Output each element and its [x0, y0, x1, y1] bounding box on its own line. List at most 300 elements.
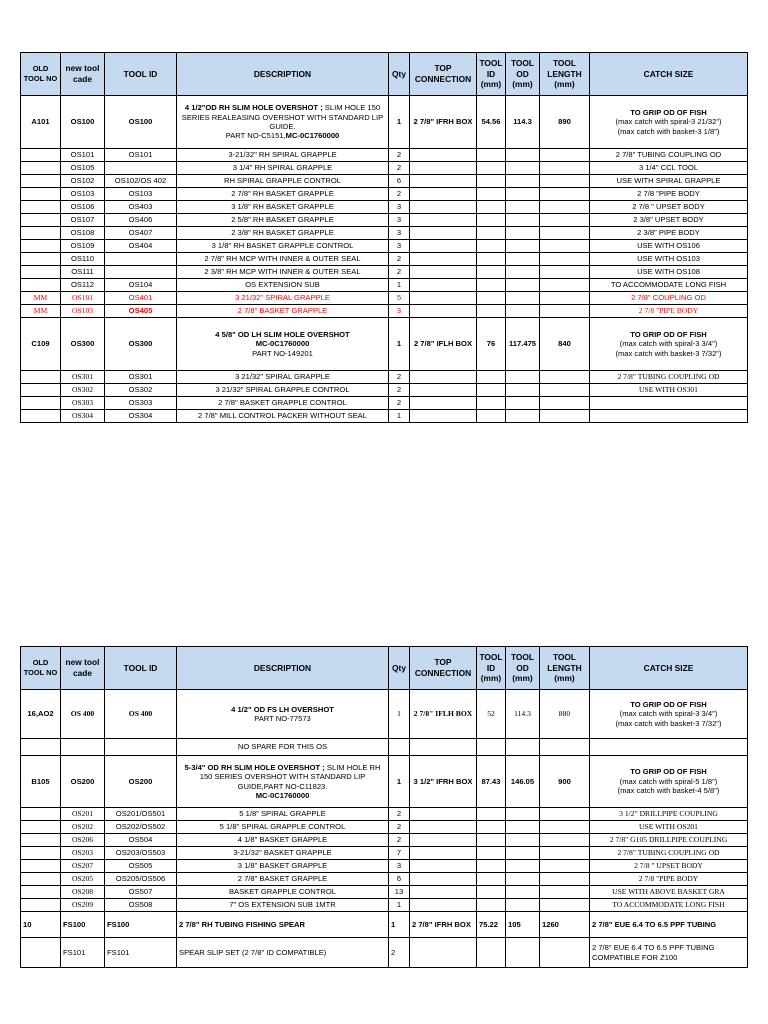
- header-description: DESCRIPTION: [177, 647, 389, 690]
- new-tool-code: OS102: [61, 175, 105, 188]
- qty: 2: [389, 834, 410, 847]
- new-tool-code: OS111: [61, 266, 105, 279]
- description: OS EXTENSION SUB: [177, 279, 389, 292]
- table-row-a101: [21, 96, 748, 149]
- empty-cell: [506, 240, 540, 253]
- old-tool-no: [21, 821, 61, 834]
- tool-table-2: [20, 646, 748, 968]
- old-tool-no: [21, 188, 61, 201]
- table-row: [21, 899, 748, 912]
- header-tool-id: TOOL ID: [105, 53, 177, 96]
- table-row: [21, 305, 748, 318]
- new-tool-code: OS106: [61, 201, 105, 214]
- qty: 2: [389, 253, 410, 266]
- qty: 2: [389, 162, 410, 175]
- catch-size: [590, 756, 748, 808]
- description: [177, 690, 389, 739]
- table-row: [21, 214, 748, 227]
- empty-cell: [540, 175, 590, 188]
- empty-cell: [477, 808, 506, 821]
- tool-id: OS405: [105, 305, 177, 318]
- new-tool-code: OS302: [61, 384, 105, 397]
- header-tool-length-mm: TOOL LENGTH (mm): [540, 647, 590, 690]
- empty-cell: [410, 175, 477, 188]
- empty-cell: [477, 253, 506, 266]
- catch-size: 2 7/8 " UPSET BODY: [590, 201, 748, 214]
- catch-size: 2 3/8" UPSET BODY: [590, 214, 748, 227]
- empty-cell: [540, 873, 590, 886]
- tool-id-mm: 54.56: [477, 96, 506, 149]
- old-tool-no: [21, 227, 61, 240]
- tool-length-mm: 1260: [540, 912, 590, 938]
- old-tool-no: B105: [21, 756, 61, 808]
- description-mc: MC-0C1760000: [255, 790, 310, 800]
- table-row: [21, 873, 748, 886]
- empty-cell: [410, 240, 477, 253]
- empty-cell: [506, 886, 540, 899]
- table-row: [21, 188, 748, 201]
- old-tool-no: [21, 410, 61, 423]
- old-tool-no: [21, 214, 61, 227]
- empty-cell: [410, 860, 477, 873]
- new-tool-code: OS203: [61, 847, 105, 860]
- old-tool-no: [21, 899, 61, 912]
- tool-id-mm: 52: [477, 690, 506, 739]
- empty-cell: [477, 305, 506, 318]
- description: 3 21/32" SPIRAL GRAPPLE: [177, 292, 389, 305]
- tool-od-mm: 117.475: [506, 318, 540, 371]
- qty: 2: [389, 938, 410, 968]
- tool-id-mm: 75.22: [477, 912, 506, 938]
- empty-cell: [540, 279, 590, 292]
- empty-cell: [540, 860, 590, 873]
- tool-id: OS200: [105, 756, 177, 808]
- header-new-tool-code: new tool cade: [61, 53, 105, 96]
- new-tool-code: OS101: [61, 292, 105, 305]
- empty-cell: [410, 808, 477, 821]
- catch-size: 3 1/2" DRILLPIPE COUPLING: [590, 808, 748, 821]
- description: 7" OS EXTENSION SUB 1MTR: [177, 899, 389, 912]
- empty-cell: [506, 371, 540, 384]
- description-line-1: 4 1/2" OD FS LH OVERSHOT: [231, 704, 334, 714]
- description: 4 1/8" BASKET GRAPPLE: [177, 834, 389, 847]
- old-tool-no: [21, 201, 61, 214]
- qty: 2: [389, 808, 410, 821]
- old-tool-no: [21, 808, 61, 821]
- tool-id: [105, 162, 177, 175]
- description-rest: SLIM HOLE RH 150 SERIES OVERSHOT WITH STANDARD LIP GUIDE,PART NO-C11823.: [199, 762, 381, 791]
- empty-cell: [540, 899, 590, 912]
- empty-cell: [477, 292, 506, 305]
- old-tool-no: [21, 371, 61, 384]
- catch-size: USE WITH SPIRAL GRAPPLE: [590, 175, 748, 188]
- empty-cell: [410, 214, 477, 227]
- table-row-b105: [21, 756, 748, 808]
- catch-size: TO ACCOMMODATE LONG FISH: [590, 279, 748, 292]
- new-tool-code: OS207: [61, 860, 105, 873]
- description: 2 7/8" MILL CONTROL PACKER WITHOUT SEAL: [177, 410, 389, 423]
- qty: 3: [389, 305, 410, 318]
- tool-id: OS304: [105, 410, 177, 423]
- table-row: [21, 410, 748, 423]
- header-old-tool-no: OLD TOOL NO: [21, 53, 61, 96]
- empty-cell: [506, 821, 540, 834]
- description-rest: SLIM HOLE 150 SERIES REALEASING OVERSHOT WITH STANDARD LIP GUIDE.: [181, 103, 384, 131]
- tool-id: OS205/OS506: [105, 873, 177, 886]
- tool-id: OS406: [105, 214, 177, 227]
- old-tool-no: [21, 279, 61, 292]
- top-connection: 2 7/8" IFRH BOX: [410, 912, 477, 938]
- old-tool-no: [21, 175, 61, 188]
- catch-size: USE WITH OS108: [590, 266, 748, 279]
- empty-cell: [506, 227, 540, 240]
- catch-size: [590, 397, 748, 410]
- table-row: [21, 834, 748, 847]
- qty: 1: [389, 690, 410, 739]
- new-tool-code: OS208: [61, 886, 105, 899]
- empty-cell: [477, 397, 506, 410]
- header-catch-size: CATCH SIZE: [590, 647, 748, 690]
- tool-id: OS303: [105, 397, 177, 410]
- catch-size: [590, 318, 748, 371]
- description-mc: MC-0C1760000: [285, 131, 340, 141]
- description-line-2: PART NO-77573: [254, 714, 311, 723]
- empty-cell: [540, 371, 590, 384]
- old-tool-no: [21, 266, 61, 279]
- new-tool-code: OS303: [61, 397, 105, 410]
- tool-id: OS508: [105, 899, 177, 912]
- new-tool-code: OS202: [61, 821, 105, 834]
- empty-cell: [540, 886, 590, 899]
- empty-cell: [506, 847, 540, 860]
- catch-size: 2 7/8 "PIPE BODY: [590, 873, 748, 886]
- new-tool-code: OS107: [61, 214, 105, 227]
- empty-cell: [506, 175, 540, 188]
- old-tool-no: MM: [21, 292, 61, 305]
- tool-id: OS201/OS501: [105, 808, 177, 821]
- tool-id: [105, 253, 177, 266]
- catch-size: 2 3/8" PIPE BODY: [590, 227, 748, 240]
- empty-cell: [540, 834, 590, 847]
- tool-id: [105, 266, 177, 279]
- new-tool-code: FS100: [61, 912, 105, 938]
- catch-line-3: (max catch with basket-3 7/32"): [615, 348, 722, 358]
- new-tool-code: OS101: [61, 149, 105, 162]
- tool-id: OS504: [105, 834, 177, 847]
- empty-cell: [477, 821, 506, 834]
- old-tool-no: [21, 149, 61, 162]
- catch-size: [590, 410, 748, 423]
- new-tool-code: OS100: [61, 96, 105, 149]
- empty-cell: [506, 162, 540, 175]
- description: BASKET GRAPPLE CONTROL: [177, 886, 389, 899]
- empty-cell: [506, 410, 540, 423]
- table-row: [21, 162, 748, 175]
- tool-id: OS104: [105, 279, 177, 292]
- catch-size: 2 7/8" TUBING COUPLING OD: [590, 371, 748, 384]
- description: RH SPIRAL GRAPPLE CONTROL: [177, 175, 389, 188]
- qty: 3: [389, 240, 410, 253]
- empty-cell: [477, 860, 506, 873]
- tool-id: OS203/OS503: [105, 847, 177, 860]
- empty-cell: [477, 240, 506, 253]
- old-tool-no: [21, 397, 61, 410]
- empty-cell: [477, 847, 506, 860]
- empty-cell: [477, 886, 506, 899]
- empty-cell: [540, 240, 590, 253]
- table-row: [21, 175, 748, 188]
- empty-cell: [540, 188, 590, 201]
- no-spare-note: NO SPARE FOR THIS OS: [177, 739, 389, 756]
- qty: 2: [389, 149, 410, 162]
- tool-id: OS101: [105, 149, 177, 162]
- table-row: [21, 201, 748, 214]
- description-line-2: MC-0C1760000: [255, 339, 310, 349]
- empty-cell: [540, 214, 590, 227]
- new-tool-code: OS110: [61, 253, 105, 266]
- description: 3 1/4" RH SPIRAL GRAPPLE: [177, 162, 389, 175]
- catch-size: 2 7/8 " UPSET BODY: [590, 860, 748, 873]
- catch-line-3: (max catch with basket-3 7/32"): [615, 718, 722, 728]
- catch-line-1: TO GRIP OD OF FISH: [630, 699, 707, 709]
- tool-id: OS404: [105, 240, 177, 253]
- qty: 1: [389, 912, 410, 938]
- tool-id: FS101: [105, 938, 177, 968]
- old-tool-no: [21, 886, 61, 899]
- header-description: DESCRIPTION: [177, 53, 389, 96]
- tool-od-mm: 114.3: [506, 96, 540, 149]
- table-row: [21, 384, 748, 397]
- description-line-3: PART NO-149201: [252, 348, 313, 358]
- top-connection: 3 1/2" IFRH BOX: [410, 756, 477, 808]
- description: 2 3/8" RH MCP WITH INNER & OUTER SEAL: [177, 266, 389, 279]
- description-bold: 5-3/4" OD RH SLIM HOLE OVERSHOT ;: [184, 762, 325, 772]
- qty: 1: [389, 279, 410, 292]
- catch-line-1: TO GRIP OD OF FISH: [630, 107, 707, 117]
- qty: 1: [389, 318, 410, 371]
- empty-cell: [410, 253, 477, 266]
- header-tool-od-mm: TOOL OD (mm): [506, 53, 540, 96]
- empty-cell: [410, 397, 477, 410]
- tool-id: OS403: [105, 201, 177, 214]
- tool-id: OS507: [105, 886, 177, 899]
- qty: 7: [389, 847, 410, 860]
- empty-cell: [540, 410, 590, 423]
- empty-cell: [506, 305, 540, 318]
- qty: 3: [389, 860, 410, 873]
- empty-cell: [410, 371, 477, 384]
- catch-size: 2 7/8" TUBING COUPLING OD: [590, 149, 748, 162]
- catch-line-1: TO GRIP OD OF FISH: [630, 767, 707, 777]
- description: 3 21/32" SPIRAL GRAPPLE CONTROL: [177, 384, 389, 397]
- new-tool-code: OS109: [61, 240, 105, 253]
- header-tool-id: TOOL ID: [105, 647, 177, 690]
- top-connection: 2 7/8" IFRH BOX: [410, 96, 477, 149]
- header-tool-id-mm: TOOL ID (mm): [477, 53, 506, 96]
- header-top-connection: TOP CONNECTION: [410, 647, 477, 690]
- table-row: [21, 371, 748, 384]
- old-tool-no: [21, 834, 61, 847]
- tool-length-mm: 900: [540, 756, 590, 808]
- description: 3 1/8" RH BASKET GRAPPLE: [177, 201, 389, 214]
- new-tool-code: OS301: [61, 371, 105, 384]
- description: 3-21/32" BASKET GRAPPLE: [177, 847, 389, 860]
- table-row: [21, 266, 748, 279]
- table-row: [21, 821, 748, 834]
- empty-cell: [410, 188, 477, 201]
- description: [177, 318, 389, 371]
- tool-id: OS102/OS 402: [105, 175, 177, 188]
- description: SPEAR SLIP SET (2 7/8" ID COMPATIBLE): [177, 938, 389, 968]
- header-catch-size: CATCH SIZE: [590, 53, 748, 96]
- empty-cell: [506, 384, 540, 397]
- old-tool-no: [21, 384, 61, 397]
- qty: 2: [389, 397, 410, 410]
- description: 2 7/8" RH TUBING FISHING SPEAR: [177, 912, 389, 938]
- catch-size: 2 7/8 "PIPE BODY: [590, 305, 748, 318]
- old-tool-no: 10: [21, 912, 61, 938]
- catch-size: USE WITH OS103: [590, 253, 748, 266]
- empty-cell: [477, 899, 506, 912]
- empty-cell: [477, 371, 506, 384]
- qty: 2: [389, 821, 410, 834]
- empty-cell: [477, 266, 506, 279]
- catch-line-3: (max catch with basket-3 1/8"): [617, 126, 720, 136]
- new-tool-code: FS101: [61, 938, 105, 968]
- header-row: [21, 647, 748, 690]
- empty-cell: [477, 873, 506, 886]
- qty: 13: [389, 886, 410, 899]
- description: 2 7/8" BASKET GRAPPLE: [177, 305, 389, 318]
- empty-cell: [410, 149, 477, 162]
- description-part: PART NO-C5151,: [225, 131, 286, 141]
- qty: 2: [389, 384, 410, 397]
- header-tool-length-mm: TOOL LENGTH (mm): [540, 53, 590, 96]
- empty-cell: [506, 899, 540, 912]
- catch-size: 2 7/8" G105 DRILLPIPE COUPLING: [590, 834, 748, 847]
- tool-id: OS302: [105, 384, 177, 397]
- header-tool-id-mm: TOOL ID (mm): [477, 647, 506, 690]
- empty-cell: [540, 384, 590, 397]
- tool-id: OS301: [105, 371, 177, 384]
- new-tool-code: OS103: [61, 188, 105, 201]
- table-row: [21, 847, 748, 860]
- description: 5 1/8" SPIRAL GRAPPLE: [177, 808, 389, 821]
- catch-size: 2 7/8" EUE 6.4 TO 6.5 PPF TUBING: [590, 912, 748, 938]
- old-tool-no: 16,AO2: [21, 690, 61, 739]
- empty-cell: [506, 834, 540, 847]
- empty-cell: [477, 227, 506, 240]
- tool-od-mm: 114.3: [506, 690, 540, 739]
- catch-size: USE WITH OS106: [590, 240, 748, 253]
- tool-id: OS202/OS502: [105, 821, 177, 834]
- empty-cell: [540, 292, 590, 305]
- empty-cell: [477, 162, 506, 175]
- new-tool-code: OS108: [61, 227, 105, 240]
- description: [177, 96, 389, 149]
- old-tool-no: A101: [21, 96, 61, 149]
- new-tool-code: OS112: [61, 279, 105, 292]
- empty-cell: [410, 384, 477, 397]
- catch-size: USE WITH OS301: [590, 384, 748, 397]
- old-tool-no: [21, 253, 61, 266]
- empty-cell: [540, 397, 590, 410]
- qty: 6: [389, 175, 410, 188]
- tool-id: OS505: [105, 860, 177, 873]
- tool-id-mm: 87.43: [477, 756, 506, 808]
- empty-cell: [506, 188, 540, 201]
- qty: 1: [389, 756, 410, 808]
- empty-cell: [506, 279, 540, 292]
- empty-cell: [506, 292, 540, 305]
- tool-length-mm: 890: [540, 96, 590, 149]
- table-row-a02: [21, 690, 748, 739]
- catch-size: USE WITH ABOVE BASKET GRA: [590, 886, 748, 899]
- description: 2 5/8" RH BASKET GRAPPLE: [177, 214, 389, 227]
- tool-id: OS407: [105, 227, 177, 240]
- catch-size: [590, 96, 748, 149]
- catch-size: USE WITH OS201: [590, 821, 748, 834]
- catch-size: TO ACCOMMODATE LONG FISH: [590, 899, 748, 912]
- header-top-connection: TOP CONNECTION: [410, 53, 477, 96]
- catch-size: [590, 690, 748, 739]
- description: 3-21/32" RH SPIRAL GRAPPLE: [177, 149, 389, 162]
- top-connection: 2 7/8" IFLH BOX: [410, 690, 477, 739]
- table-row: [21, 886, 748, 899]
- empty-cell: [506, 873, 540, 886]
- qty: 1: [389, 410, 410, 423]
- empty-cell: [506, 397, 540, 410]
- old-tool-no: [21, 162, 61, 175]
- empty-cell: [506, 149, 540, 162]
- empty-cell: [540, 149, 590, 162]
- old-tool-no: [21, 860, 61, 873]
- empty-cell: [540, 162, 590, 175]
- old-tool-no: C109: [21, 318, 61, 371]
- empty-cell: [477, 149, 506, 162]
- new-tool-code: OS 400: [61, 690, 105, 739]
- empty-cell: [477, 279, 506, 292]
- old-tool-no: [21, 847, 61, 860]
- table-row: [21, 227, 748, 240]
- empty-cell: [410, 279, 477, 292]
- empty-cell: [506, 201, 540, 214]
- tool-id: OS300: [105, 318, 177, 371]
- qty: 3: [389, 227, 410, 240]
- description-line-1: 4 5/8" OD LH SLIM HOLE OVERSHOT: [215, 329, 350, 339]
- header-old-tool-no: OLD TOOL NO: [21, 647, 61, 690]
- empty-cell: [410, 201, 477, 214]
- empty-cell: [410, 899, 477, 912]
- top-connection: 2 7/8" IFLH BOX: [410, 318, 477, 371]
- old-tool-no: [21, 240, 61, 253]
- catch-line-2: (max catch with spiral-3 21/32"): [615, 117, 722, 127]
- catch-size: 3 1/4" CCL TOOL: [590, 162, 748, 175]
- new-tool-code: OS206: [61, 834, 105, 847]
- header-qty: Qty: [389, 647, 410, 690]
- catch-line-1: TO GRIP OD OF FISH: [630, 329, 707, 339]
- tool-od-mm: 146.05: [506, 756, 540, 808]
- table-row-fs101: [21, 938, 748, 968]
- catch-line-3: (max catch with basket-4 5/8"): [617, 786, 720, 796]
- tool-id-mm: 76: [477, 318, 506, 371]
- empty-cell: [477, 384, 506, 397]
- empty-cell: [410, 886, 477, 899]
- new-tool-code: OS304: [61, 410, 105, 423]
- empty-cell: [540, 253, 590, 266]
- empty-cell: [410, 847, 477, 860]
- new-tool-code: OS200: [61, 756, 105, 808]
